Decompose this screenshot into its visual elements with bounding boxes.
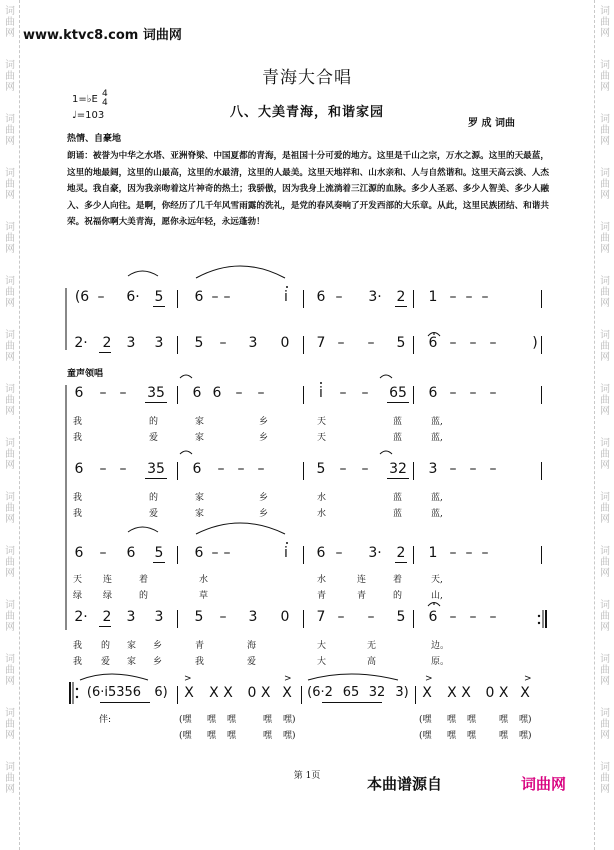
watermark-char: 词 — [600, 6, 610, 17]
watermark-char: 词 — [600, 330, 610, 341]
watermark-char: 网 — [600, 514, 610, 525]
watermark-char: 网 — [5, 784, 15, 795]
note: – — [361, 385, 369, 401]
slur — [196, 266, 285, 278]
note: – — [481, 289, 489, 305]
lyrics-row-3b: 我 爱 家 乡 天 蓝 蓝, — [73, 433, 443, 443]
watermark-char: 词 — [600, 60, 610, 71]
watermark-char: 网 — [5, 244, 15, 255]
note: X X — [209, 685, 233, 701]
lyrics-row-4b: 我 爱 家 乡 水 蓝 蓝, — [73, 509, 443, 519]
watermark-char: 词 — [600, 708, 610, 719]
lyrics-row-5a: 天 连 着 水 水 连 着 天, — [73, 575, 443, 585]
note: 35 — [147, 461, 165, 477]
watermark-char: 词 — [5, 222, 15, 233]
watermark-char: 网 — [5, 28, 15, 39]
note: 6· — [126, 289, 140, 305]
watermark-char: 词 — [5, 654, 15, 665]
note: X — [184, 685, 194, 701]
note: 2· — [74, 609, 88, 625]
slur — [80, 674, 148, 680]
note: 32 — [368, 685, 386, 700]
note: – — [449, 609, 457, 625]
note: i — [284, 289, 288, 305]
notation-row-1 — [67, 288, 547, 310]
notation-row-6 — [67, 608, 547, 630]
watermark-char: 网 — [600, 28, 610, 39]
watermark-char: 网 — [5, 730, 15, 741]
notation-row-2 — [67, 334, 547, 356]
footer-site-link[interactable]: 词曲网 — [521, 775, 567, 793]
watermark-char: 词 — [5, 708, 15, 719]
note: 2 — [396, 289, 406, 305]
watermark-char: 曲 — [5, 665, 15, 676]
note: – — [489, 609, 497, 625]
note: (6 — [74, 289, 90, 305]
note: 6 — [74, 545, 84, 561]
footer-source: 本曲谱源自 — [367, 775, 443, 793]
watermark-char: 词 — [600, 762, 610, 773]
watermark-char: 曲 — [600, 233, 610, 244]
watermark-char: 网 — [600, 676, 610, 687]
note: 2 — [396, 545, 406, 561]
watermark-char: 网 — [600, 136, 610, 147]
watermark-char: 网 — [5, 190, 15, 201]
accent-mark: > — [184, 674, 192, 684]
note: – — [339, 461, 347, 477]
note: – — [489, 385, 497, 401]
slur — [196, 523, 285, 534]
note: – — [367, 335, 375, 351]
note: 6 — [194, 545, 204, 561]
note: 6 — [212, 385, 222, 401]
note: – — [335, 545, 343, 561]
watermark-char: 曲 — [5, 611, 15, 622]
credit: 罗 成 词曲 — [468, 118, 515, 129]
watermark-char: 曲 — [600, 125, 610, 136]
watermark-char: 词 — [600, 600, 610, 611]
watermark-char: 曲 — [600, 665, 610, 676]
watermark-char: 词 — [5, 546, 15, 557]
note: – — [237, 461, 245, 477]
watermark-char: 曲 — [600, 71, 610, 82]
watermark-char: 网 — [5, 136, 15, 147]
note: 5 — [194, 335, 204, 351]
lyrics-row-6b: 我 爱 家 乡 我 爱 大 高 原。 — [73, 657, 450, 667]
note: (6·2 — [307, 685, 333, 700]
watermark-char: 曲 — [600, 503, 610, 514]
section-label: 童声领唱 — [67, 369, 104, 379]
note: – — [235, 385, 243, 401]
note: 0 X — [247, 685, 271, 701]
watermark-char: 曲 — [5, 71, 15, 82]
note: – — [335, 289, 343, 305]
note: 65 — [342, 685, 360, 700]
note: 3) — [395, 685, 409, 700]
note: – — [469, 385, 477, 401]
note: 35 — [147, 385, 165, 401]
watermark-char: 词 — [5, 492, 15, 503]
watermark-char: 词 — [600, 492, 610, 503]
watermark-char: 曲 — [5, 287, 15, 298]
note: – — [469, 335, 477, 351]
note: – — [223, 289, 231, 305]
note: – — [119, 385, 127, 401]
time-top: 4 — [101, 89, 108, 99]
note: 6 — [428, 609, 438, 625]
note: – — [211, 289, 219, 305]
watermark-char: 网 — [600, 244, 610, 255]
note: – — [99, 461, 107, 477]
note: i — [319, 385, 323, 401]
watermark-char: 曲 — [600, 773, 610, 784]
lyrics-row-6a: 我 的 家 乡 青 海 大 无 边。 — [73, 641, 450, 651]
note: 6 — [74, 461, 84, 477]
notation-row-4 — [67, 460, 547, 482]
slur — [308, 674, 398, 680]
note: – — [449, 545, 457, 561]
lyrics-row-7b: (嘿 嘿 嘿 嘿 嘿) (嘿 嘿 嘿 嘿 嘿) — [179, 731, 532, 741]
note: 3 — [154, 335, 164, 351]
watermark-char: 曲 — [5, 773, 15, 784]
watermark-char: 网 — [5, 622, 15, 633]
note: 32 — [389, 461, 407, 477]
notation-row-5 — [67, 544, 547, 566]
note: 1 — [428, 289, 438, 305]
watermark-char: 词 — [600, 438, 610, 449]
note: 0 — [280, 609, 290, 625]
watermark-char: 网 — [600, 460, 610, 471]
watermark-char: 曲 — [600, 449, 610, 460]
note: 3 — [248, 335, 258, 351]
watermark-char: 网 — [600, 82, 610, 93]
note: – — [449, 289, 457, 305]
watermark-char: 词 — [600, 222, 610, 233]
watermark-char: 词 — [5, 438, 15, 449]
watermark-char: 曲 — [5, 503, 15, 514]
note: 7 — [316, 609, 326, 625]
watermark-char: 曲 — [5, 233, 15, 244]
watermark-char: 词 — [5, 600, 15, 611]
watermark-char: 词 — [600, 276, 610, 287]
lyrics-row-5b: 绿 绿 的 草 青 青 的 山, — [73, 591, 443, 601]
note: – — [257, 461, 265, 477]
note: – — [489, 461, 497, 477]
watermark-char: 词 — [5, 330, 15, 341]
watermark-char: 词 — [600, 384, 610, 395]
note: 5 — [154, 545, 164, 561]
slur — [128, 271, 158, 276]
watermark-char: 网 — [5, 460, 15, 471]
note: – — [211, 545, 219, 561]
performance-direction: 热情、自豪地 — [67, 134, 122, 144]
note: – — [99, 545, 107, 561]
lyrics-row-4a: 我 的 家 乡 水 蓝 蓝, — [73, 493, 443, 503]
watermark-char: 词 — [600, 114, 610, 125]
note: – — [489, 335, 497, 351]
watermark-char: 曲 — [5, 125, 15, 136]
note: 3 — [428, 461, 438, 477]
watermark-char: 曲 — [5, 341, 15, 352]
watermark-char: 网 — [5, 406, 15, 417]
watermark-char: 词 — [5, 60, 15, 71]
watermark-char: 曲 — [600, 341, 610, 352]
song-title: 青海大合唱 — [262, 68, 352, 88]
watermark-char: 网 — [600, 622, 610, 633]
watermark-char: 曲 — [600, 719, 610, 730]
note: – — [337, 335, 345, 351]
lyrics-row-7a: 伴: (嘿 嘿 嘿 嘿 嘿) (嘿 嘿 嘿 嘿 嘿) — [99, 715, 532, 725]
note: 2 — [102, 609, 112, 625]
watermark-char: 词 — [600, 546, 610, 557]
watermark-char: 网 — [600, 730, 610, 741]
watermark-char: 曲 — [600, 557, 610, 568]
recitation-text: 朗诵：被誉为中华之水塔、亚洲脊梁、中国夏都的青海，是祖国十分可爱的地方。这里是千山之宗，万水之源。这里的天最蓝，这里的地最阔，这里的山最高，这里的水最清，这里的人最美。这里天地祥和、山水亲和、人与自然谐和。这里天高云淡、人杰地灵。我自豪，因为我亲吻着这片神奇的热土；我骄傲，因为我身上流淌着三江源的血脉。多少人圣恶、多少人智美、多少人融入、多少人向往。是啊，你经历了几千年风雪雨露的洗礼，是党的春风奏响了开发西部的大乐章。从此，这里民族团结、和谐共荣。祝福你啊大美青海，愿你永远年轻，永远蓬勃！ — [67, 151, 549, 227]
accent-mark: > — [284, 674, 292, 684]
watermark-char: 网 — [600, 784, 610, 795]
note: 6 — [194, 289, 204, 305]
note: 3· — [368, 545, 382, 561]
note: 7 — [316, 335, 326, 351]
watermark-char: 词 — [5, 6, 15, 17]
note: X — [520, 685, 530, 701]
accent-mark: > — [425, 674, 433, 684]
note: 6 — [428, 335, 438, 351]
slur — [128, 527, 158, 532]
watermark-char: 曲 — [600, 287, 610, 298]
note: 5 — [396, 609, 406, 625]
watermark-char: 网 — [5, 298, 15, 309]
note: 0 X — [485, 685, 509, 701]
note: 5 — [194, 609, 204, 625]
note: 6 — [192, 385, 202, 401]
watermark-char: 网 — [5, 352, 15, 363]
note: – — [339, 385, 347, 401]
watermark-char: 网 — [600, 190, 610, 201]
note: 6 — [428, 385, 438, 401]
watermark-char: 曲 — [5, 557, 15, 568]
note: 3· — [368, 289, 382, 305]
tempo: ♩=103 — [72, 110, 105, 121]
note: (6·i5356 — [86, 685, 142, 700]
note: – — [223, 545, 231, 561]
note: 6 — [74, 385, 84, 401]
watermark-char: 曲 — [600, 611, 610, 622]
note: 6 — [316, 289, 326, 305]
note: – — [119, 461, 127, 477]
watermark-char: 曲 — [5, 719, 15, 730]
note: – — [449, 335, 457, 351]
note: – — [469, 609, 477, 625]
watermark-char: 词 — [5, 384, 15, 395]
watermark-char: 曲 — [600, 395, 610, 406]
note: X — [422, 685, 432, 701]
watermark-char: 网 — [5, 514, 15, 525]
note: 5 — [154, 289, 164, 305]
lyrics-row-3a: 我 的 家 乡 天 蓝 蓝, — [73, 417, 443, 427]
slur — [180, 375, 192, 378]
note: 6 — [192, 461, 202, 477]
note: – — [361, 461, 369, 477]
watermark-char: 词 — [600, 168, 610, 179]
note: – — [449, 461, 457, 477]
watermark-char: 曲 — [5, 17, 15, 28]
watermark-char: 网 — [600, 298, 610, 309]
note: – — [465, 545, 473, 561]
note: – — [257, 385, 265, 401]
note: – — [449, 385, 457, 401]
watermark-char: 曲 — [5, 395, 15, 406]
slur — [180, 451, 192, 454]
accent-mark: > — [524, 674, 532, 684]
notation-row-3 — [67, 384, 547, 406]
note: 3 — [126, 609, 136, 625]
note: X — [282, 685, 292, 701]
note: 2 — [102, 335, 112, 351]
watermark-char: 曲 — [5, 449, 15, 460]
note: 1 — [428, 545, 438, 561]
note: – — [465, 289, 473, 305]
note: – — [217, 461, 225, 477]
watermark-char: 词 — [5, 168, 15, 179]
watermark-char: 词 — [5, 276, 15, 287]
watermark-char: 曲 — [600, 17, 610, 28]
watermark-char: 网 — [600, 352, 610, 363]
key-label: 1=♭E — [72, 94, 98, 105]
watermark-char: 网 — [5, 568, 15, 579]
note: – — [337, 609, 345, 625]
note: 2· — [74, 335, 88, 351]
watermark-char: 网 — [600, 568, 610, 579]
note: 5 — [316, 461, 326, 477]
song-subtitle: 八、大美青海，和谐家园 — [229, 105, 384, 120]
note: 6 — [126, 545, 136, 561]
site-url[interactable]: www.ktvc8.com 词曲网 — [23, 28, 182, 43]
note: 5 — [396, 335, 406, 351]
watermark-char: 网 — [5, 82, 15, 93]
note: – — [99, 385, 107, 401]
note: 6) — [154, 685, 168, 700]
slur — [380, 375, 392, 378]
watermark-char: 曲 — [5, 179, 15, 190]
note: X X — [447, 685, 471, 701]
note: – — [481, 545, 489, 561]
note: i — [284, 545, 288, 561]
watermark-char: 曲 — [600, 179, 610, 190]
note: 0 — [280, 335, 290, 351]
note: – — [219, 335, 227, 351]
page-number: 第 1页 — [293, 771, 321, 781]
note: – — [367, 609, 375, 625]
slur — [380, 451, 392, 454]
time-bottom: 4 — [101, 98, 108, 108]
note: 3 — [126, 335, 136, 351]
note: – — [97, 289, 105, 305]
watermark-char: 词 — [5, 762, 15, 773]
watermark-char: 词 — [600, 654, 610, 665]
note: 3 — [248, 609, 258, 625]
watermark-char: 网 — [600, 406, 610, 417]
watermark-char: 词 — [5, 114, 15, 125]
note: – — [219, 609, 227, 625]
watermark-char: 网 — [5, 676, 15, 687]
note: 3 — [154, 609, 164, 625]
note: ) — [532, 335, 538, 351]
note: 6 — [316, 545, 326, 561]
note: 65 — [389, 385, 407, 401]
note: – — [469, 461, 477, 477]
